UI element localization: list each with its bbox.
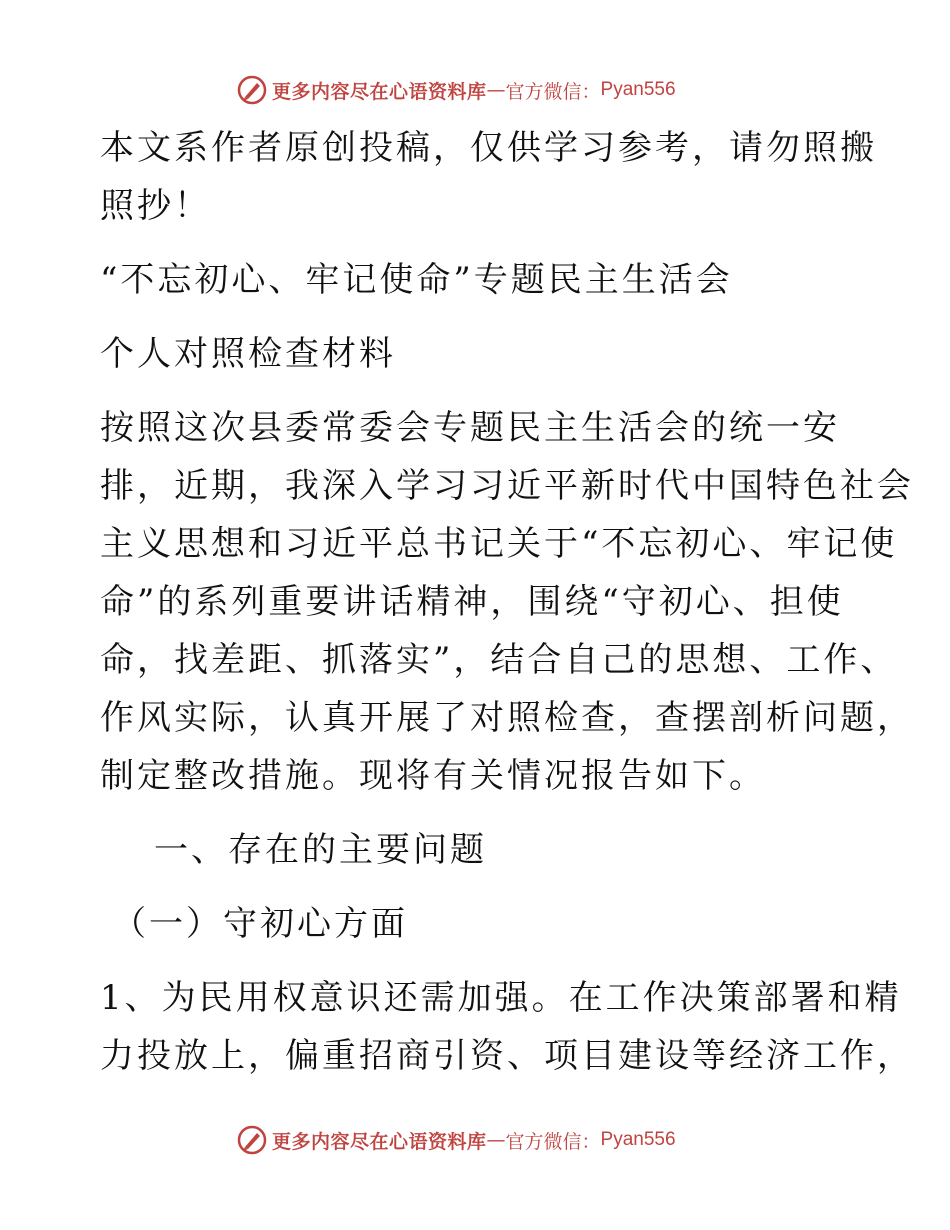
banner-dash: —	[486, 1129, 506, 1151]
text-line: 命”的系列重要讲话精神，围绕“守初心、担使	[100, 582, 844, 622]
quill-pen-logo-icon	[236, 74, 268, 106]
text-line: 力投放上，偏重招商引资、项目建设等经济工作，	[100, 1036, 914, 1076]
text-line: 1、为民用权意识还需加强。在工作决策部署和精	[100, 978, 902, 1018]
section-heading: 一、存在的主要问题	[154, 830, 487, 870]
text-line: 主义思想和习近平总书记关于“不忘初心、牢记使	[100, 524, 898, 564]
text-line: 作风实际，认真开展了对照检查，查摆剖析问题，	[100, 698, 914, 738]
text-line: 排，近期，我深入学习习近平新时代中国特色社会	[100, 466, 914, 506]
quill-pen-logo-icon	[236, 1124, 268, 1156]
banner-brand-text: 更多内容尽在心语资料库	[272, 1130, 487, 1153]
banner-wechat-label: 官方微信：	[505, 80, 601, 103]
banner-wechat-id: Pyan556	[600, 1129, 676, 1150]
text-line: 本文系作者原创投稿，仅供学习参考，请勿照搬	[100, 128, 877, 168]
header-watermark-banner	[236, 73, 676, 107]
banner-wechat-label: 官方微信：	[505, 1130, 601, 1153]
document-title-line-2: 个人对照检查材料	[100, 334, 396, 374]
banner-wechat-id: Pyan556	[600, 79, 676, 100]
banner-dash: —	[486, 79, 506, 101]
text-line: 制定整改措施。现将有关情况报告如下。	[100, 756, 766, 796]
footer-watermark-banner	[236, 1123, 676, 1157]
document-title-line-1: “不忘初心、牢记使命”专题民主生活会	[100, 260, 733, 300]
text-line: 照抄！	[100, 186, 211, 226]
text-line: 按照这次县委常委会专题民主生活会的统一安	[100, 408, 840, 448]
banner-brand-text: 更多内容尽在心语资料库	[272, 80, 487, 103]
text-line: 命，找差距、抓落实”，结合自己的思想、工作、	[100, 640, 898, 680]
subsection-heading: （一）守初心方面	[112, 904, 408, 944]
